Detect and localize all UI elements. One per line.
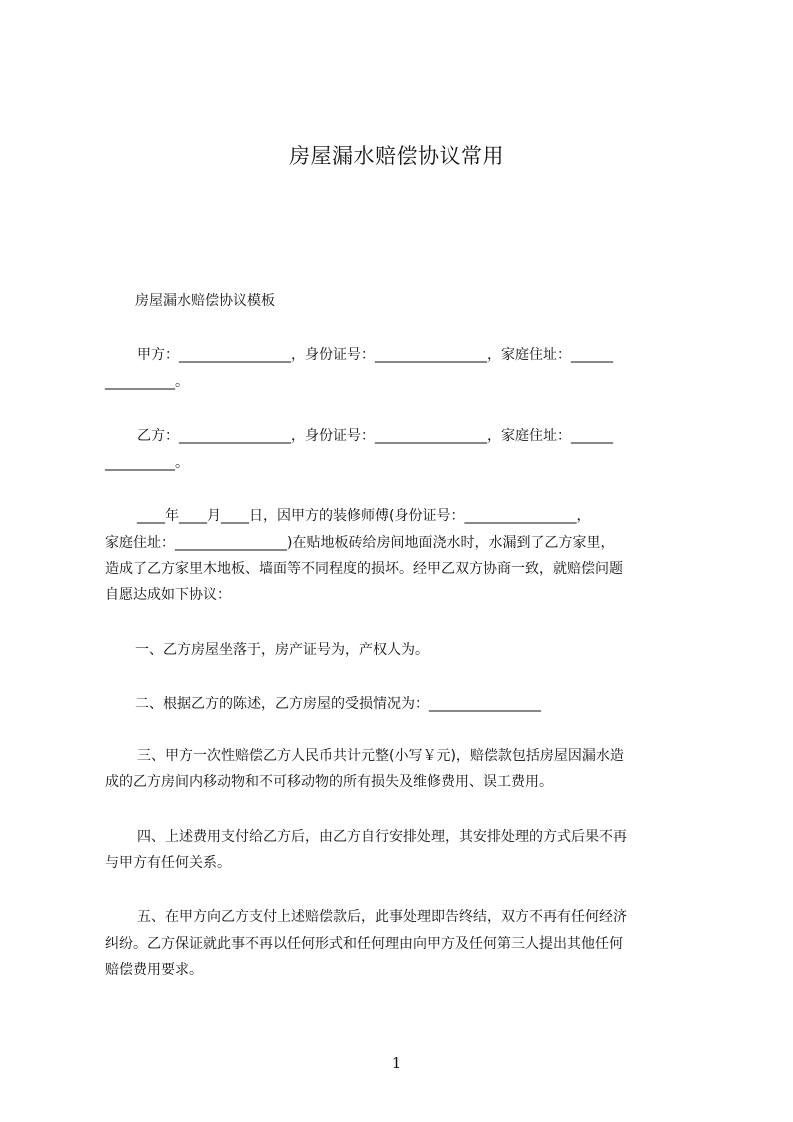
clause-5-line-3: 赔偿费用要求。 — [105, 962, 203, 978]
party-b-line-1: 乙方：________________，身份证号：________________，家庭住址：______ — [137, 428, 613, 444]
document-title: 房屋漏水赔偿协议常用 — [289, 144, 504, 168]
clause-4-line-2: 与甲方有任何关系。 — [105, 855, 231, 871]
clause-3-line-2: 成的乙方房间内移动物和不可移动物的所有损失及维修费用、误工费用。 — [105, 774, 553, 790]
intro-line-3: 造成了乙方家里木地板、墙面等不同程度的损坏。经甲乙双方协商一致，就赔偿问题 — [105, 561, 623, 577]
clause-5-line-1: 五、在甲方向乙方支付上述赔偿款后，此事处理即告终结，双方不再有任何经济 — [137, 909, 627, 925]
party-a-line-1: 甲方：________________，身份证号：________________，家庭住址：______ — [137, 347, 613, 363]
intro-line-1: ____年____月____日，因甲方的装修师傅(身份证号：________________， — [137, 508, 591, 524]
party-b-line-2: __________。 — [105, 455, 189, 471]
clause-1: 一、乙方房屋坐落于，房产证号为，产权人为。 — [135, 642, 429, 658]
intro-line-2: 家庭住址：________________)在贴地板砖给房间地面浇水时，水漏到了乙方家里， — [105, 535, 615, 551]
clause-5-line-2: 纠纷。乙方保证就此事不再以任何形式和任何理由向甲方及任何第三人提出其他任何 — [105, 936, 623, 952]
intro-line-4: 自愿达成如下协议： — [105, 587, 231, 603]
party-a-line-2: __________。 — [105, 374, 189, 390]
page-number: 1 — [391, 1054, 402, 1072]
clause-3-line-1: 三、甲方一次性赔偿乙方人民币共计元整(小写￥元)，赔偿款包括房屋因漏水造 — [137, 748, 624, 764]
document-subtitle: 房屋漏水赔偿协议模板 — [135, 293, 275, 309]
clause-2: 二、根据乙方的陈述，乙方房屋的受损情况为：________________ — [135, 696, 541, 712]
clause-4-line-1: 四、上述费用支付给乙方后，由乙方自行安排处理，其安排处理的方式后果不再 — [137, 829, 627, 845]
